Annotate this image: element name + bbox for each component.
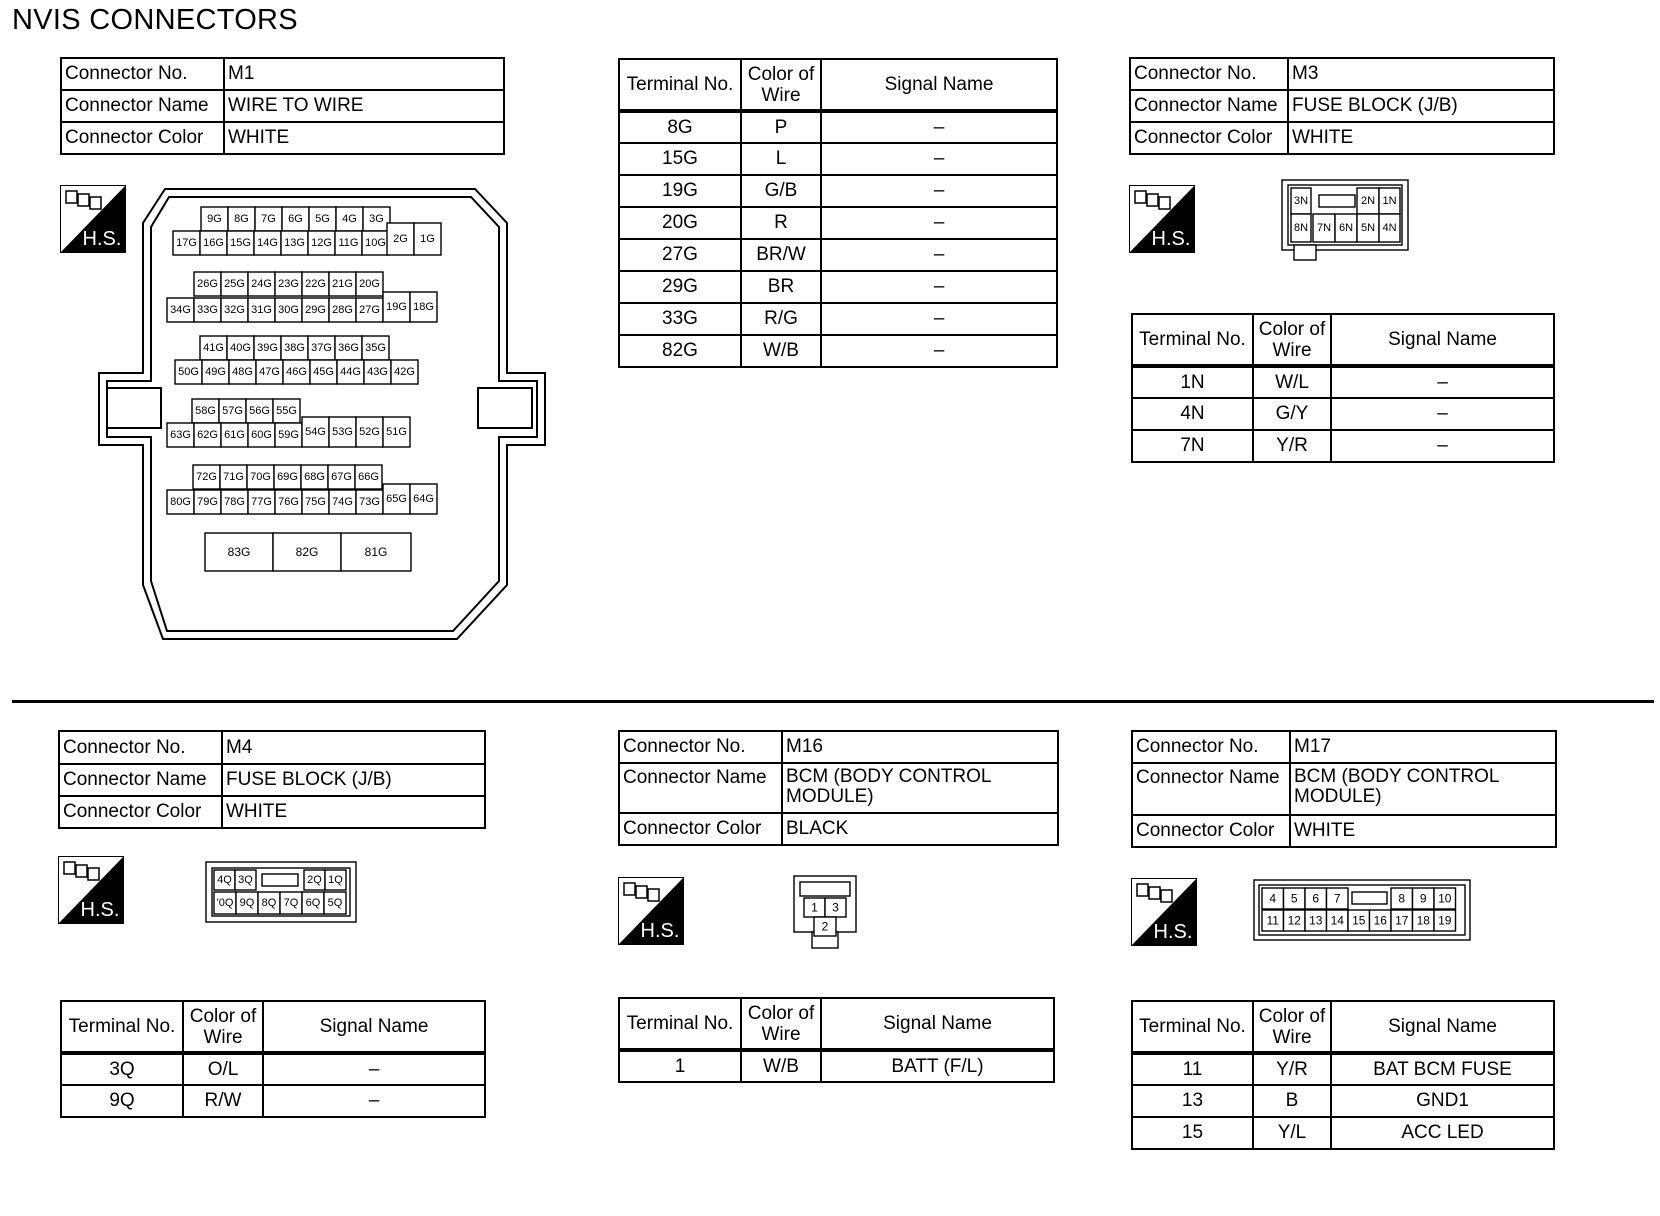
- pin-label: 12: [1287, 913, 1301, 928]
- pin-label: 75G: [305, 496, 326, 508]
- info-label: Connector No.: [1132, 731, 1290, 763]
- info-label: Connector Color: [61, 122, 224, 154]
- pin-label: 6Q: [305, 897, 321, 909]
- pin-label: 33G: [197, 304, 218, 316]
- pin-label: 51G: [386, 426, 407, 438]
- m1-no: M1: [224, 58, 504, 90]
- info-label: Connector Color: [59, 796, 222, 828]
- pin-label: 2Q: [307, 874, 322, 886]
- pin-label: 50G: [178, 366, 199, 378]
- wire-color-cell: G/Y: [1253, 398, 1331, 430]
- wire-color-cell: Y/R: [1253, 430, 1331, 462]
- pin-label: 29G: [305, 304, 326, 316]
- m3-color: WHITE: [1288, 122, 1554, 154]
- pin-label: 10G: [365, 237, 386, 249]
- signal-cell: –: [821, 111, 1057, 143]
- col-terminal: Terminal No.: [1132, 314, 1253, 366]
- pin-label: 7: [1333, 891, 1341, 906]
- terminal-cell: 13: [1132, 1085, 1253, 1117]
- hs-label: H.S.: [80, 899, 120, 921]
- pin-label: 61G: [224, 429, 245, 441]
- pin-label: 66G: [358, 471, 379, 483]
- pin-label: 47G: [259, 366, 280, 378]
- pin-label: 5Q: [327, 897, 343, 909]
- hs-label: H.S.: [1151, 228, 1191, 250]
- pin-label: 54G: [305, 426, 326, 438]
- wire-color-cell: R/W: [183, 1085, 263, 1117]
- pin-label: 70G: [250, 471, 271, 483]
- section-divider: [12, 700, 1654, 703]
- info-label: Connector No.: [59, 731, 222, 764]
- terminal-cell: 27G: [619, 239, 741, 271]
- wire-color-cell: P: [741, 111, 821, 143]
- pin-label: 76G: [278, 496, 299, 508]
- signal-cell: –: [263, 1053, 485, 1085]
- terminal-cell: 15: [1132, 1117, 1253, 1149]
- wire-color-cell: G/B: [741, 175, 821, 207]
- table-row: [1132, 430, 1554, 462]
- terminal-cell: 29G: [619, 271, 741, 303]
- m16-name: BCM (BODY CONTROL MODULE): [782, 763, 1058, 813]
- m4-name: FUSE BLOCK (J/B): [222, 764, 485, 796]
- pin-label: 2G: [393, 233, 408, 245]
- m4-color: WHITE: [222, 796, 485, 828]
- pin-label: 24G: [251, 278, 272, 290]
- pin-label: 14: [1330, 913, 1344, 928]
- pin-label: 9Q: [239, 897, 255, 909]
- pin-label: 6: [1312, 891, 1320, 906]
- pin-label: 8: [1398, 891, 1406, 906]
- terminal-cell: 1: [619, 1050, 741, 1082]
- pin-label: 2N: [1360, 195, 1376, 207]
- info-label: Connector Name: [1130, 90, 1288, 122]
- harness-side-icon: [1129, 185, 1195, 253]
- wire-color-cell: B: [1253, 1085, 1331, 1117]
- pin-label: 1G: [420, 233, 435, 245]
- pin-label: 41G: [203, 342, 224, 354]
- pin-label: 20G: [359, 278, 380, 290]
- m3-no: M3: [1288, 58, 1554, 90]
- pin-label: 5: [1290, 891, 1298, 906]
- pin-label: 69G: [277, 471, 298, 483]
- pin-label: 83G: [227, 545, 251, 559]
- wire-color-cell: W/L: [1253, 366, 1331, 398]
- pin-label: 16: [1373, 913, 1387, 928]
- harness-side-icon: [58, 856, 124, 924]
- pin-label: 48G: [232, 366, 253, 378]
- pin-label: 4: [1269, 891, 1277, 906]
- info-label: Connector Name: [61, 90, 224, 122]
- m3-terminal-table: [1131, 313, 1555, 463]
- pin-label: 71G: [223, 471, 244, 483]
- table-row: [1132, 1085, 1554, 1117]
- pin-label: 55G: [276, 405, 297, 417]
- pin-label: 5N: [1360, 222, 1376, 234]
- pin-label: 8Q: [261, 897, 277, 909]
- pin-label: 49G: [205, 366, 226, 378]
- signal-cell: –: [263, 1085, 485, 1117]
- signal-cell: –: [1331, 398, 1554, 430]
- col-terminal: Terminal No.: [1132, 1001, 1253, 1053]
- table-row: [1132, 1117, 1554, 1149]
- info-label: Connector Color: [619, 813, 782, 845]
- info-label: Connector Name: [59, 764, 222, 796]
- pin-label: 39G: [257, 342, 278, 354]
- pin-label: 42G: [394, 366, 415, 378]
- pin-label: 13: [1309, 913, 1323, 928]
- pin-label: 78G: [224, 496, 245, 508]
- key-slot: [262, 874, 298, 886]
- pin-label: 12G: [311, 237, 332, 249]
- hs-label: H.S.: [82, 228, 122, 250]
- pin-label: 45G: [313, 366, 334, 378]
- signal-cell: BATT (F/L): [821, 1050, 1054, 1082]
- wire-color-cell: L: [741, 143, 821, 175]
- pin-label: 6G: [288, 213, 303, 225]
- pin-label: 56G: [249, 405, 270, 417]
- col-signal: Signal Name: [821, 998, 1054, 1050]
- page-title: NVIS CONNECTORS: [12, 4, 298, 36]
- m16-terminal-table: [618, 997, 1055, 1083]
- pin-label: 52G: [359, 426, 380, 438]
- pin-label: 2: [821, 919, 829, 934]
- pin-label: 19: [1438, 913, 1452, 928]
- terminal-cell: 8G: [619, 111, 741, 143]
- terminal-cell: 9Q: [61, 1085, 183, 1117]
- pin-label: 21G: [332, 278, 353, 290]
- m17-color: WHITE: [1290, 815, 1556, 847]
- wire-color-cell: W/B: [741, 1050, 821, 1082]
- pin-label: 18: [1416, 913, 1430, 928]
- pin-label: 32G: [224, 304, 245, 316]
- pin-label: 16G: [203, 237, 224, 249]
- pin-label: 23G: [278, 278, 299, 290]
- m4-connector-face: [204, 860, 358, 924]
- pin-label: 3: [832, 900, 839, 915]
- pin-label: 7G: [261, 213, 276, 225]
- col-signal: Signal Name: [1331, 1001, 1554, 1053]
- pin-label: 35G: [365, 342, 386, 354]
- table-row: [619, 335, 1057, 367]
- pin-label: 22G: [305, 278, 326, 290]
- pin-label: 59G: [278, 429, 299, 441]
- pin-label: 15G: [230, 237, 251, 249]
- col-color: Color of Wire: [1253, 314, 1331, 366]
- terminal-cell: 20G: [619, 207, 741, 239]
- col-color: Color of Wire: [741, 59, 821, 111]
- table-row: [61, 1085, 485, 1117]
- m16-info-table: [618, 730, 1059, 846]
- pin-label: 40G: [230, 342, 251, 354]
- pin-label: 57G: [222, 405, 243, 417]
- pin-label: 26G: [197, 278, 218, 290]
- pin-label: 10: [1438, 891, 1452, 906]
- terminal-cell: 11: [1132, 1053, 1253, 1085]
- info-label: Connector No.: [619, 731, 782, 763]
- table-row: [61, 1053, 485, 1085]
- pin-label: 63G: [170, 429, 191, 441]
- wire-color-cell: O/L: [183, 1053, 263, 1085]
- info-label: Connector Color: [1132, 815, 1290, 847]
- m4-no: M4: [222, 731, 485, 764]
- pin-label: 3G: [369, 213, 384, 225]
- pin-label: 19G: [386, 301, 407, 313]
- wire-color-cell: BR/W: [741, 239, 821, 271]
- signal-cell: –: [821, 239, 1057, 271]
- terminal-cell: 19G: [619, 175, 741, 207]
- table-row: [619, 111, 1057, 143]
- terminal-cell: 1N: [1132, 366, 1253, 398]
- col-terminal: Terminal No.: [619, 998, 741, 1050]
- col-signal: Signal Name: [1331, 314, 1554, 366]
- table-row: [619, 207, 1057, 239]
- signal-cell: –: [821, 207, 1057, 239]
- pin-label: 11G: [338, 237, 359, 249]
- wire-color-cell: Y/R: [1253, 1053, 1331, 1085]
- pin-label: 3Q: [238, 874, 253, 886]
- m16-color: BLACK: [782, 813, 1058, 845]
- m16-connector-face: [792, 874, 858, 950]
- table-row: [619, 239, 1057, 271]
- terminal-cell: 3Q: [61, 1053, 183, 1085]
- pin-label: 27G: [359, 304, 380, 316]
- pin-label: 43G: [367, 366, 388, 378]
- pin-label: 13G: [284, 237, 305, 249]
- pin-label: 4N: [1382, 222, 1397, 234]
- m4-terminal-table: [60, 1000, 486, 1118]
- pin-label: 14G: [257, 237, 278, 249]
- signal-cell: –: [821, 335, 1057, 367]
- pin-label: 53G: [332, 426, 353, 438]
- m1-color: WHITE: [224, 122, 504, 154]
- pin-label: 73G: [359, 496, 380, 508]
- m17-name: BCM (BODY CONTROL MODULE): [1290, 763, 1556, 815]
- terminal-cell: 82G: [619, 335, 741, 367]
- pin-label: 9G: [207, 213, 222, 225]
- pin-label: 36G: [338, 342, 359, 354]
- m17-info-table: [1131, 730, 1557, 848]
- m17-connector-face: [1252, 878, 1472, 942]
- pin-label: 17: [1395, 913, 1409, 928]
- pin-label: 31G: [251, 304, 272, 316]
- key-slot: [1319, 195, 1355, 207]
- col-terminal: Terminal No.: [619, 59, 741, 111]
- signal-cell: –: [821, 143, 1057, 175]
- pin-label: 6N: [1338, 222, 1354, 234]
- signal-cell: –: [821, 271, 1057, 303]
- signal-cell: –: [1331, 366, 1554, 398]
- pin-label: 11: [1266, 913, 1279, 928]
- pin-label: 74G: [332, 496, 353, 508]
- table-row: [1132, 1053, 1554, 1085]
- pin-label: 67G: [331, 471, 352, 483]
- m1-terminal-table: [618, 58, 1058, 368]
- pin-label: 5G: [315, 213, 330, 225]
- pin-label: 7N: [1316, 222, 1332, 234]
- col-signal: Signal Name: [263, 1001, 485, 1053]
- hs-label: H.S.: [640, 920, 680, 942]
- col-color: Color of Wire: [183, 1001, 263, 1053]
- wire-color-cell: Y/L: [1253, 1117, 1331, 1149]
- m17-no: M17: [1290, 731, 1556, 763]
- terminal-cell: 4N: [1132, 398, 1253, 430]
- col-terminal: Terminal No.: [61, 1001, 183, 1053]
- pin-label: 38G: [284, 342, 305, 354]
- pin-label: 15: [1352, 913, 1366, 928]
- wire-color-cell: R/G: [741, 303, 821, 335]
- pin-label: 8N: [1293, 222, 1309, 234]
- pin-label: 1N: [1382, 195, 1397, 207]
- pin-label: 9: [1419, 891, 1427, 906]
- m3-connector-face: [1280, 178, 1410, 262]
- harness-side-icon: [1131, 878, 1197, 946]
- table-row: [619, 175, 1057, 207]
- pin-label: 1Q: [328, 874, 343, 886]
- key-slot: [1352, 892, 1387, 904]
- pin-label: 4G: [342, 213, 357, 225]
- wire-color-cell: W/B: [741, 335, 821, 367]
- pin-label: 1: [811, 900, 818, 915]
- info-label: Connector No.: [61, 58, 224, 90]
- harness-side-icon: [618, 877, 684, 945]
- pin-label: 62G: [197, 429, 218, 441]
- pin-label: 28G: [332, 304, 353, 316]
- pin-label: 65G: [386, 493, 407, 505]
- signal-cell: ACC LED: [1331, 1117, 1554, 1149]
- pin-label: 44G: [340, 366, 361, 378]
- table-row: [1132, 366, 1554, 398]
- wire-color-cell: R: [741, 207, 821, 239]
- m16-no: M16: [782, 731, 1058, 763]
- pin-label: 60G: [251, 429, 272, 441]
- m1-connector-face: [95, 185, 555, 645]
- pin-label: 37G: [311, 342, 332, 354]
- pin-label: 81G: [364, 545, 388, 559]
- terminal-cell: 15G: [619, 143, 741, 175]
- signal-cell: –: [821, 303, 1057, 335]
- col-color: Color of Wire: [741, 998, 821, 1050]
- m3-info-table: [1129, 57, 1555, 155]
- pin-label: '0Q: [216, 897, 234, 909]
- col-color: Color of Wire: [1253, 1001, 1331, 1053]
- pin-label: 82G: [295, 545, 319, 559]
- pin-label: 3N: [1293, 195, 1309, 207]
- info-label: Connector Name: [1132, 763, 1290, 815]
- wire-color-cell: BR: [741, 271, 821, 303]
- table-row: [1132, 398, 1554, 430]
- pin-label: 80G: [170, 496, 191, 508]
- pin-label: 4Q: [217, 874, 232, 886]
- col-signal: Signal Name: [821, 59, 1057, 111]
- signal-cell: –: [1331, 430, 1554, 462]
- table-row: [619, 303, 1057, 335]
- pin-label: 58G: [195, 405, 216, 417]
- pin-label: 77G: [251, 496, 272, 508]
- terminal-cell: 7N: [1132, 430, 1253, 462]
- m1-info-table: [60, 57, 505, 155]
- table-row: [619, 271, 1057, 303]
- pin-label: 7Q: [283, 897, 299, 909]
- pin-label: 25G: [224, 278, 245, 290]
- signal-cell: GND1: [1331, 1085, 1554, 1117]
- m3-name: FUSE BLOCK (J/B): [1288, 90, 1554, 122]
- pin-label: 46G: [286, 366, 307, 378]
- info-label: Connector Color: [1130, 122, 1288, 154]
- hs-label: H.S.: [1153, 921, 1193, 943]
- info-label: Connector No.: [1130, 58, 1288, 90]
- m1-name: WIRE TO WIRE: [224, 90, 504, 122]
- pin-label: 8G: [234, 213, 249, 225]
- info-label: Connector Name: [619, 763, 782, 813]
- pin-label: 34G: [170, 304, 191, 316]
- terminal-cell: 33G: [619, 303, 741, 335]
- signal-cell: BAT BCM FUSE: [1331, 1053, 1554, 1085]
- pin-label: 18G: [413, 301, 434, 313]
- m17-terminal-table: [1131, 1000, 1555, 1150]
- pin-label: 72G: [196, 471, 217, 483]
- signal-cell: –: [821, 175, 1057, 207]
- pin-label: 68G: [304, 471, 325, 483]
- m4-info-table: [58, 730, 486, 829]
- table-row: [619, 143, 1057, 175]
- pin-label: 30G: [278, 304, 299, 316]
- pin-label: 79G: [197, 496, 218, 508]
- pin-label: 17G: [176, 237, 197, 249]
- table-row: [619, 1050, 1054, 1082]
- pin-label: 64G: [413, 493, 434, 505]
